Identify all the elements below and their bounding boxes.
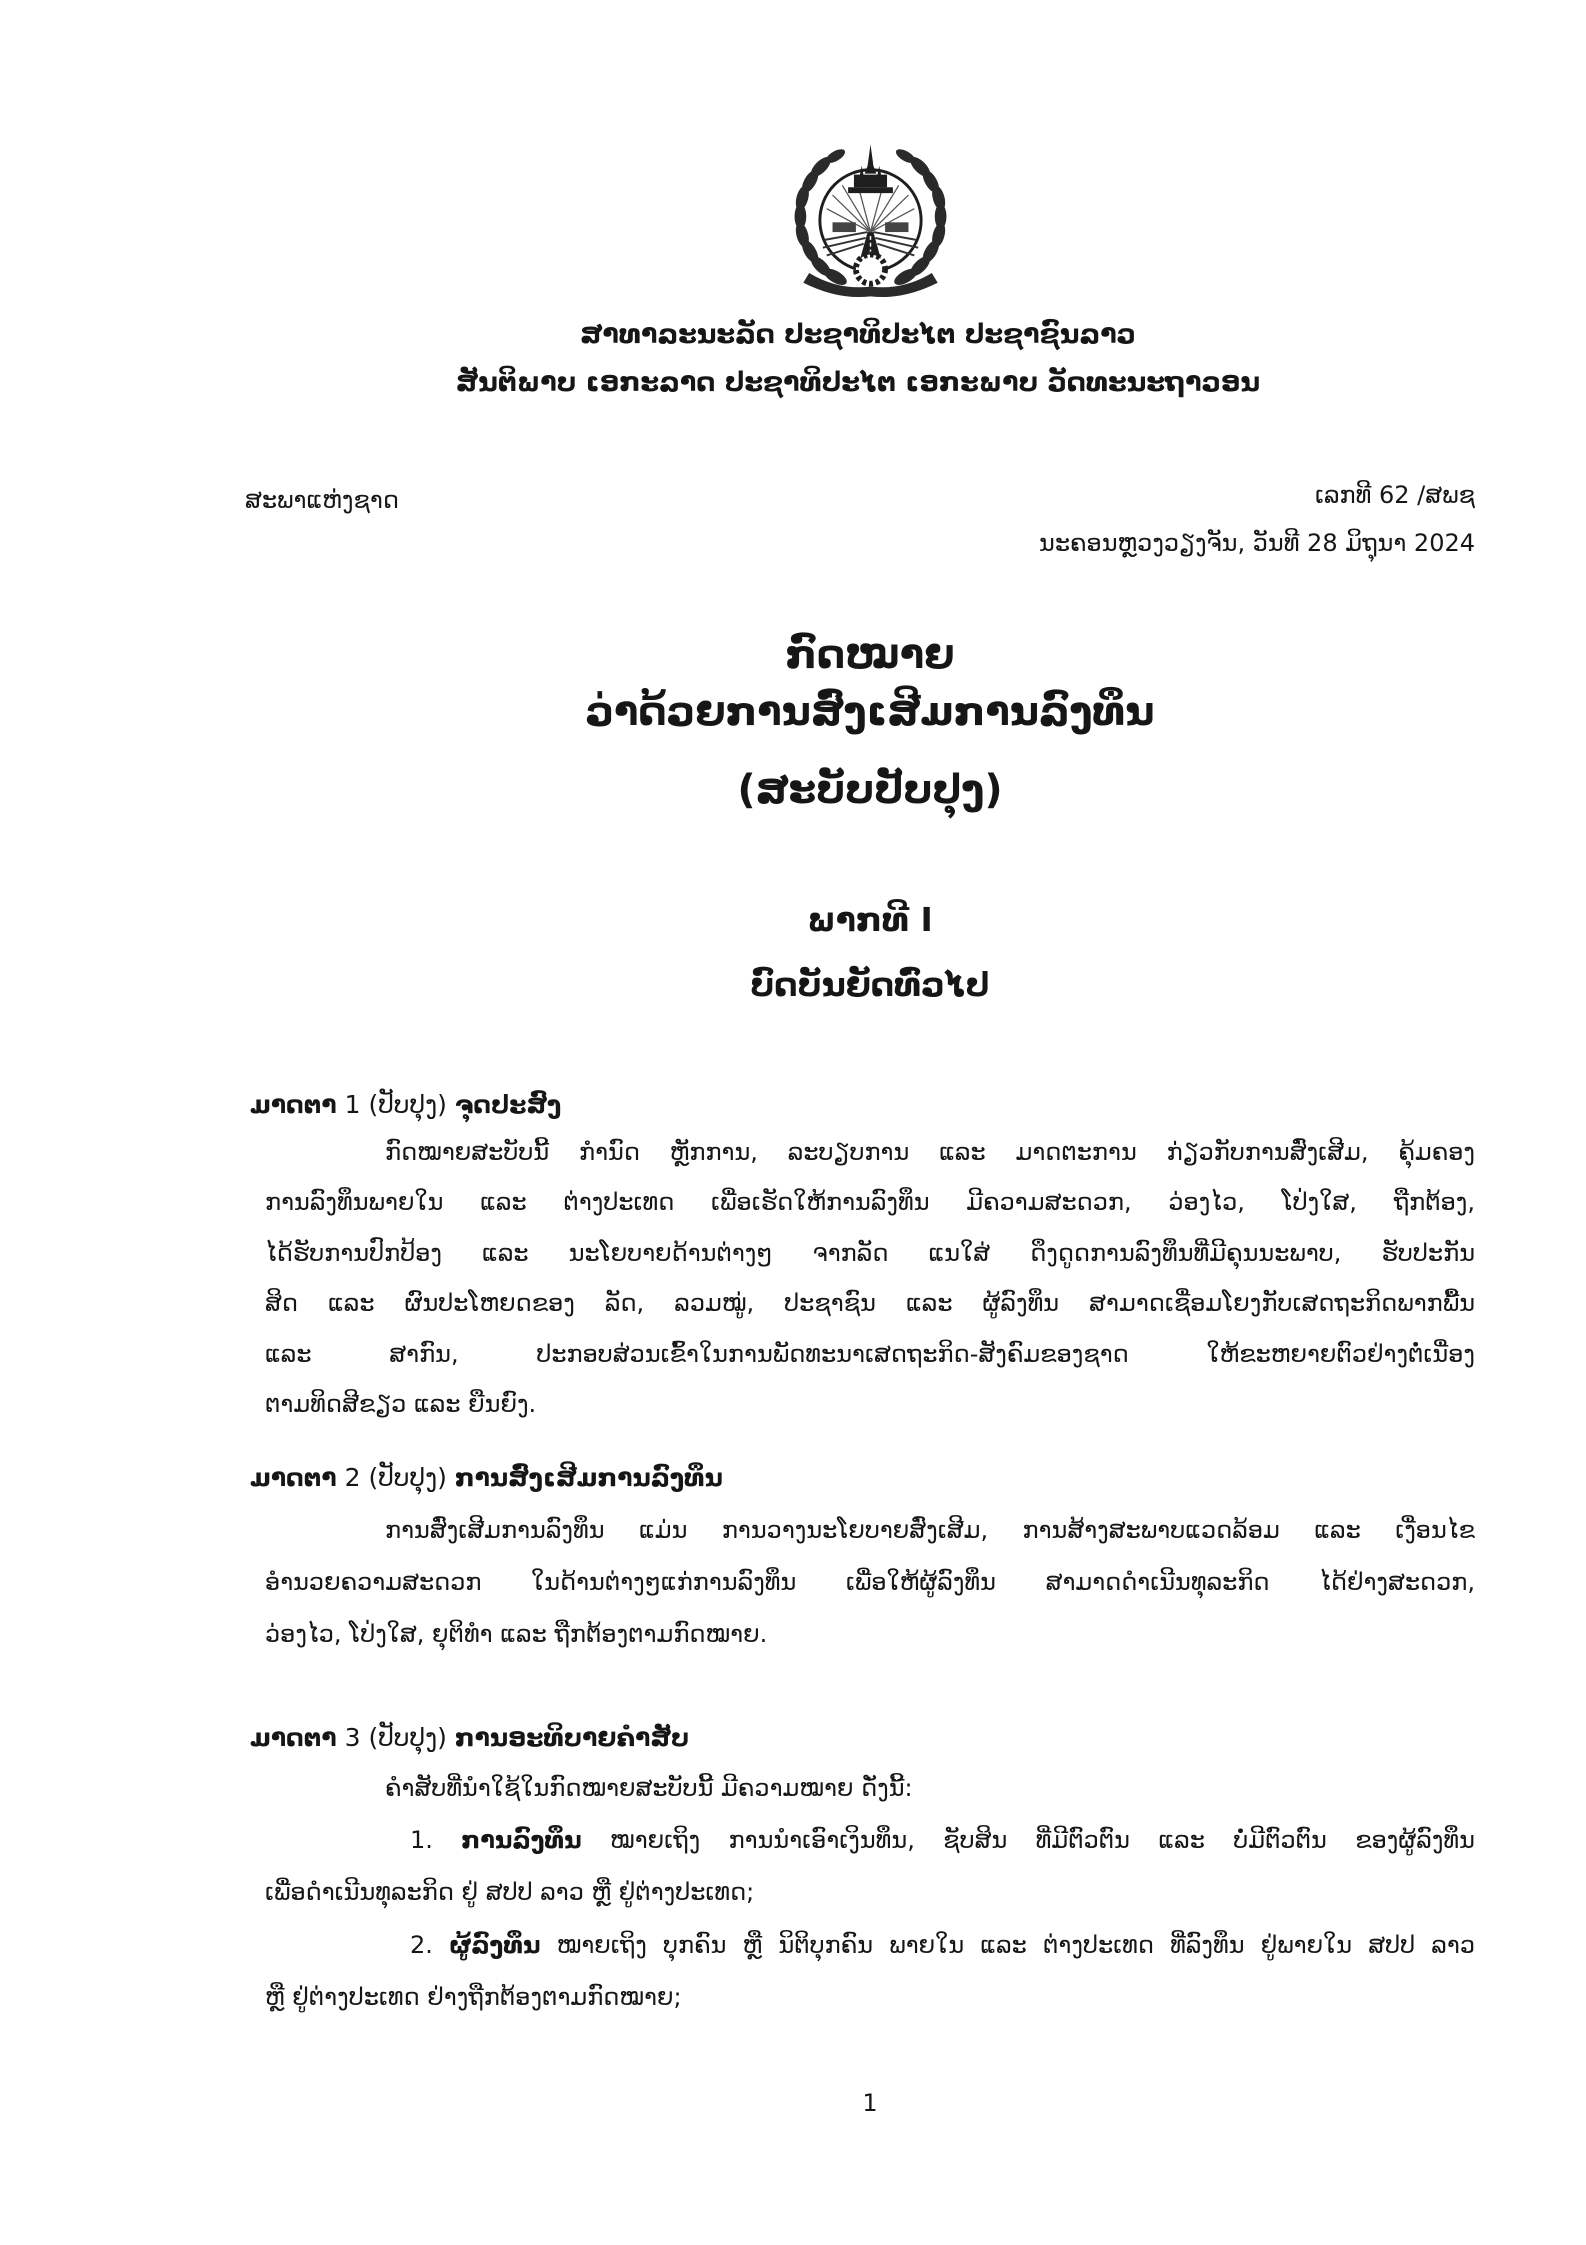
article-heading: [250, 1456, 1475, 1500]
paragraph-line: ການສົ່ງເສີມການລົງທຶນ ແມ່ນ ການວາງນະໂຍບາຍສົ່ງເສີມ, ການສ້າງສະພາບແວດລ້ອມ ແລະ ເງື່ອນໄຂ: [385, 1516, 1475, 1544]
national-emblem: [778, 130, 963, 302]
paragraph-line: ວ່ອງໄວ, ໂປ່ງໃສ, ຍຸຕິທຳ ແລະ ຖືກຕ້ອງຕາມກົດໝາຍ.: [265, 1620, 768, 1648]
definition-term: ຜູ້ລົງທຶນ: [449, 1931, 541, 1959]
definition-text: ໝາຍເຖິງ ການນຳເອົາເງິນທຶນ, ຊັບສິນ ທີ່ມີຕົວຕົນ ແລະ ບໍ່ມີຕົວຕົນ ຂອງຜູ້ລົງທຶນ: [610, 1826, 1475, 1854]
state-motto: ສັນຕິພາບ ເອກະລາດ ປະຊາທິປະໄຕ ເອກະພາບ ວັດທະນະຖາວອນ: [455, 367, 1261, 398]
definition-number: 2.: [410, 1931, 433, 1959]
definition-item: [410, 1817, 1475, 1863]
definition-continuation: ເພື່ອດຳເນີນທຸລະກິດ ຢູ່ ສປປ ລາວ ຫຼື ຢູ່ຕ່າງປະເທດ;: [265, 1878, 755, 1906]
definition-continuation: ຫຼື ຢູ່ຕ່າງປະເທດ ຢ່າງຖືກຕ້ອງຕາມກົດໝາຍ;: [265, 1983, 682, 2011]
paragraph-line: ໄດ້ຮັບການປົກປ້ອງ ແລະ ນະໂຍບາຍດ້ານຕ່າງໆ ຈາກລັດ ແນໃສ່ ດຶງດູດການລົງທຶນທີ່ມີຄຸນນະພາບ, ຮັບປະກັນ: [265, 1239, 1475, 1267]
page-number: 1: [862, 2089, 878, 2117]
document-edition: (ສະບັບປັບປຸງ): [737, 767, 1003, 813]
article-label: ມາດຕາ: [250, 1723, 337, 1752]
article-number: 1 (ປັບປຸງ): [344, 1090, 447, 1119]
article-number: 2 (ປັບປຸງ): [344, 1463, 447, 1492]
article-heading: [250, 1083, 1475, 1127]
article-title: ການສົ່ງເສີມການລົງທຶນ: [454, 1463, 723, 1492]
document-title: ກົດໝາຍ: [785, 632, 955, 678]
article-title: ການອະທິບາຍຄຳສັບ: [454, 1723, 690, 1752]
article-label: ມາດຕາ: [250, 1090, 337, 1119]
definition-term: ການລົງທຶນ: [461, 1826, 582, 1854]
paragraph-line: ສິດ ແລະ ຜົນປະໂຫຍດຂອງ ລັດ, ລວມໝູ່, ປະຊາຊົນ ແລະ ຜູ້ລົງທຶນ ສາມາດເຊື່ອມໂຍງກັບເສດຖະກິດພາກພື້ນ: [265, 1289, 1475, 1317]
place-and-date: ນະຄອນຫຼວງວຽງຈັນ, ວັນທີ 28 ມິຖຸນາ 2024: [1039, 529, 1475, 557]
emblem-gear: [856, 254, 885, 283]
paragraph-line: ແລະ ສາກົນ, ປະກອບສ່ວນເຂົ້າໃນການພັດທະນາເສດຖະກິດ-ສັງຄົມຂອງຊາດ ໃຫ້ຂະຫຍາຍຕົວຢ່າງຕໍ່ເນື່ອງ: [265, 1340, 1475, 1368]
paragraph-line: ຕາມທິດສີຂຽວ ແລະ ຍືນຍົງ.: [265, 1390, 537, 1418]
part-label: ພາກທີ I: [807, 900, 933, 939]
article-heading: [250, 1716, 1475, 1760]
state-name: ສາທາລະນະລັດ ປະຊາທິປະໄຕ ປະຊາຊົນລາວ: [580, 319, 1136, 350]
emblem-that-luang-stupa: [848, 144, 893, 193]
paragraph-line: ອຳນວຍຄວາມສະດວກ ໃນດ້ານຕ່າງໆແກ່ການລົງທຶນ ເພື່ອໃຫ້ຜູ້ລົງທຶນ ສາມາດດຳເນີນທຸລະກິດ ໄດ້ຢ່າງສະດວກ,: [265, 1568, 1475, 1596]
article-intro: ຄຳສັບທີ່ນຳໃຊ້ໃນກົດໝາຍສະບັບນີ້ ມີຄວາມໝາຍ ດັ່ງນີ້:: [385, 1774, 913, 1802]
article-number: 3 (ປັບປຸງ): [344, 1723, 447, 1752]
paragraph-line: ການລົງທຶນພາຍໃນ ແລະ ຕ່າງປະເທດ ເພື່ອເຮັດໃຫ້ການລົງທຶນ ມີຄວາມສະດວກ, ວ່ອງໄວ, ໂປ່ງໃສ, ຖືກຕ້ອງ,: [265, 1188, 1475, 1216]
article-title: ຈຸດປະສົງ: [454, 1090, 562, 1119]
article-label: ມາດຕາ: [250, 1463, 337, 1492]
issuer: ສະພາແຫ່ງຊາດ: [245, 486, 399, 514]
definition-text: ໝາຍເຖິງ ບຸກຄົນ ຫຼື ນິຕິບຸກຄົນ ພາຍໃນ ແລະ ຕ່າງປະເທດ ທີ່ລົງທຶນ ຢູ່ພາຍໃນ ສປປ ລາວ: [556, 1931, 1475, 1959]
document-subtitle: ວ່າດ້ວຍການສົ່ງເສີມການລົງທຶນ: [585, 689, 1155, 735]
part-title: ບົດບັນຍັດທົ່ວໄປ: [750, 965, 990, 1004]
definition-item: [410, 1922, 1475, 1968]
definition-number: 1.: [410, 1826, 433, 1854]
reference-number: ເລກທີ 62 /ສພຊ: [1314, 481, 1475, 509]
paragraph-line: ກົດໝາຍສະບັບນີ້ ກຳນົດ ຫຼັກການ, ລະບຽບການ ແລະ ມາດຕະການ ກ່ຽວກັບການສົ່ງເສີມ, ຄຸ້ມຄອງ: [385, 1138, 1475, 1166]
